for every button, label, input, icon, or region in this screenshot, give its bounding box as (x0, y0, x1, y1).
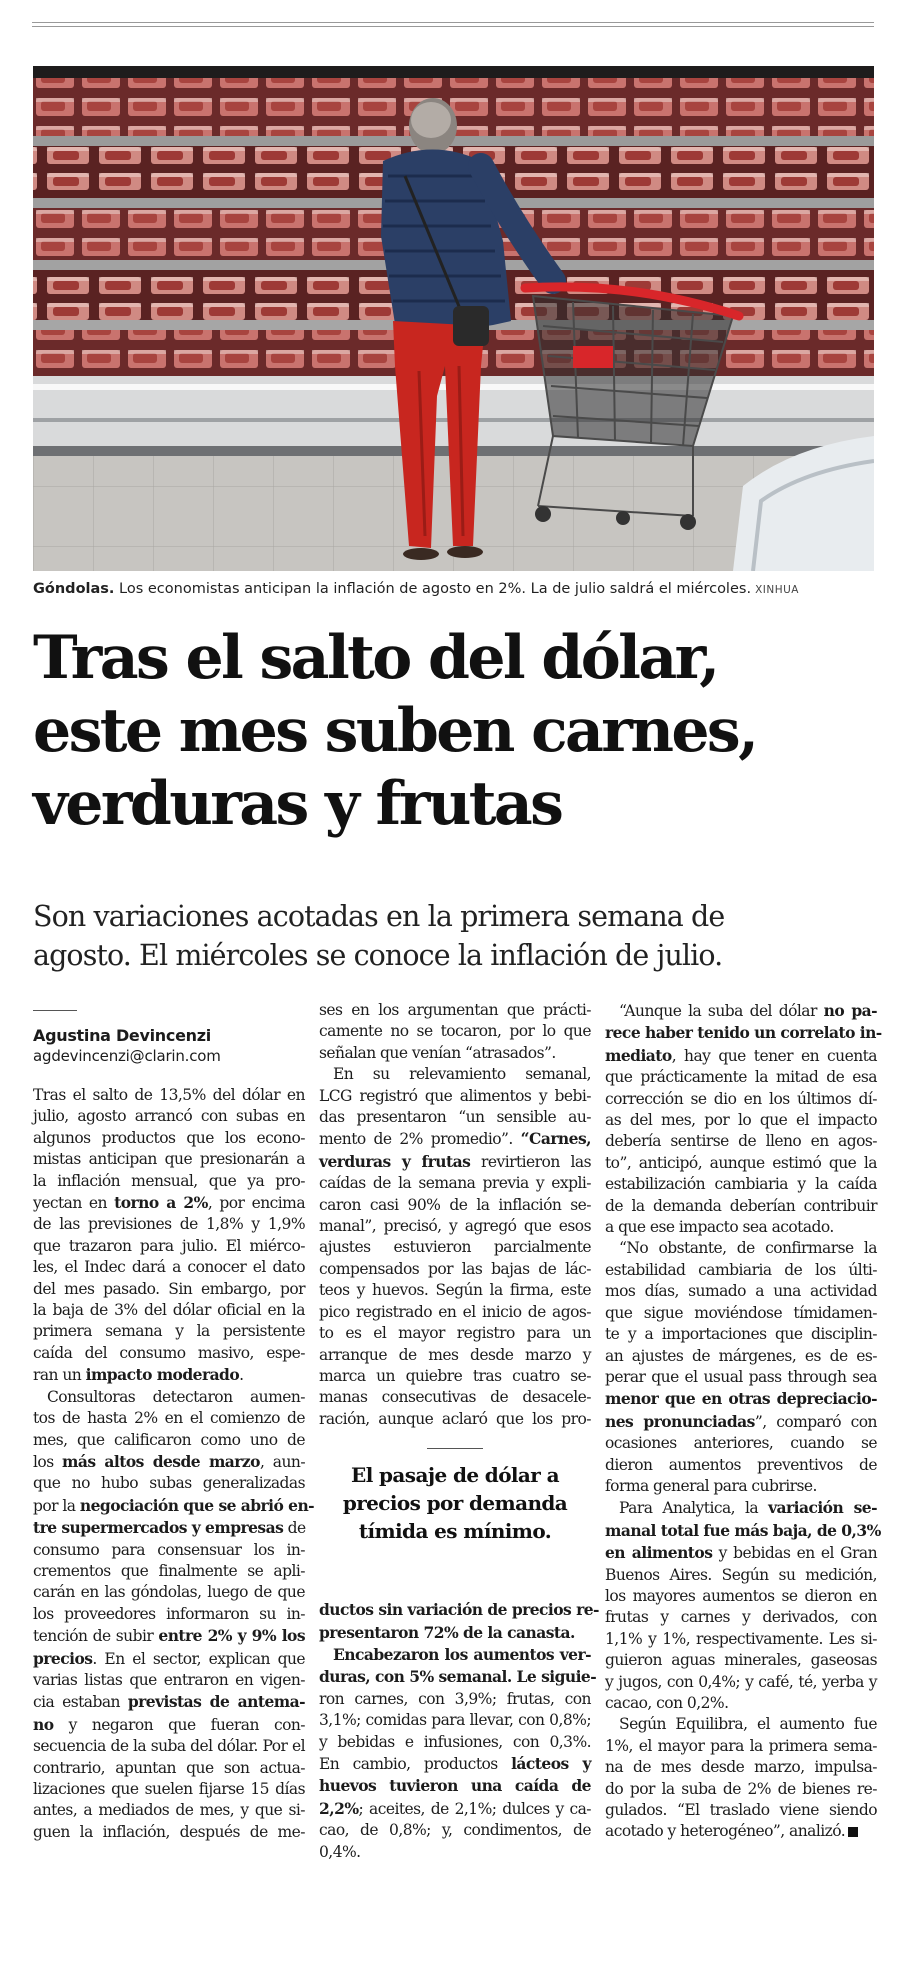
text-line: tención de subir entre 2% y 9% los (33, 1626, 305, 1646)
text-line: la inflación mensual, que ya pro- (33, 1171, 305, 1190)
text-line: corrección se dio en los últimos dí- (605, 1089, 877, 1108)
paragraph (319, 1000, 591, 1064)
text-line: huevos tuvieron una caída de (319, 1776, 591, 1796)
photo-credit: XINHUA (755, 584, 799, 596)
text-line: presentaron 72% de la canasta. (319, 1622, 575, 1642)
paragraph (33, 1085, 305, 1387)
text-line: que prácticamente la mitad de esa (605, 1068, 877, 1087)
byline-author: Agustina Devincenzi (33, 1026, 211, 1045)
text-line: les, el Indec dará a conocer el dato (33, 1258, 305, 1277)
headline (33, 622, 883, 841)
text-line: frutas y carnes y derivados, con (605, 1608, 877, 1627)
text-line: que trazaron para julio. El miérco- (33, 1236, 305, 1255)
text-line: menor que en otras depreciacio- (605, 1389, 877, 1409)
text-line: dieron aumentos preventivos de (605, 1455, 877, 1474)
text-line: ran un impacto moderado. (33, 1365, 244, 1385)
pull-quote-line: El pasaje de dólar a (351, 1463, 559, 1488)
text-line: ron carnes, con 3,9%; frutas, con (319, 1689, 591, 1708)
text-line: das presentaron “un sensible au- (319, 1108, 591, 1127)
text-line: Tras el salto de 13,5% del dólar en (33, 1086, 305, 1104)
text-line: que no hubo subas generalizadas (33, 1474, 305, 1493)
text-line: En cambio, productos lácteos y (319, 1753, 591, 1773)
text-line: mediato, hay que tener en cuenta (605, 1045, 877, 1065)
text-line: cacao, con 0,2%. (605, 1694, 729, 1712)
text-line: julio, agosto arrancó con subas en (33, 1107, 305, 1126)
text-line: rece haber tenido un correlato in- (605, 1023, 882, 1043)
text-line: arranque de mes desde marzo y (319, 1345, 591, 1364)
photo-caption (33, 581, 874, 597)
text-line: crementos que finalmente se apli- (33, 1561, 305, 1580)
text-line: consumo para consensuar los in- (33, 1540, 305, 1559)
text-line: nes pronunciadas”, comparó con (605, 1411, 877, 1431)
text-line: guen la inflación, después de me- (33, 1822, 305, 1841)
text-line: los más altos desde marzo, aun- (33, 1451, 306, 1471)
end-of-article-icon (848, 1827, 858, 1837)
text-line: to”, anticipó, aunque estimó que la (605, 1153, 877, 1172)
text-line: primera semana y la persistente (33, 1322, 305, 1341)
paragraph (605, 1497, 881, 1714)
article-column-1 (33, 1000, 315, 1843)
text-line: por la negociación que se abrió en- (33, 1495, 315, 1515)
text-line: tre supermercados y empresas de (33, 1518, 306, 1538)
text-line: “Aunque la suba del dólar no pa- (619, 1001, 877, 1020)
text-line: carán en las góndolas, luego de que (33, 1583, 305, 1602)
text-line: mento de 2% promedio”. “Carnes, (319, 1129, 591, 1149)
text-line: perar que el usual pass through sea (605, 1367, 877, 1386)
text-line: guieron aguas minerales, gaseosas (605, 1651, 877, 1670)
text-line: ración, aunque aclaró que los pro- (319, 1409, 591, 1428)
text-line: pico registrado en el inicio de agos- (319, 1302, 591, 1321)
text-line: caída del consumo masivo, espe- (33, 1343, 305, 1362)
text-line: LCG registró que alimentos y bebi- (319, 1086, 591, 1105)
caption-text: Los economistas anticipan la inflación de agosto en 2%. La de julio saldrá el miércoles. (114, 581, 752, 597)
text-line: algunos productos que los econo- (33, 1128, 305, 1147)
text-line: Según Equilibra, el aumento fue (619, 1715, 877, 1734)
text-line: “No obstante, de confirmarse la (619, 1239, 877, 1258)
text-line: antes, a mediados de mes, y que si- (33, 1801, 305, 1820)
text-line: teos y huevos. Según la firma, este (319, 1281, 591, 1300)
text-line: de las previsiones de 1,8% y 1,9% (33, 1215, 305, 1234)
text-line: ocasiones anteriores, cuando se (605, 1434, 877, 1453)
text-line: camente no se tocaron, por lo que (319, 1022, 591, 1041)
text-line: gulados. “El traslado viene siendo (605, 1801, 877, 1820)
text-line: yectan en torno a 2%, por encima (33, 1193, 306, 1213)
text-line: na de mes desde marzo, impulsa- (605, 1758, 877, 1777)
text-line: mes, que calificaron como uno de (33, 1430, 305, 1449)
text-line: 1%, el mayor para la primera sema- (605, 1736, 877, 1755)
text-line: la baja de 3% del dólar oficial en la (33, 1301, 305, 1320)
pull-quote-line: tímida es mínimo. (358, 1519, 552, 1544)
paragraph (319, 1599, 599, 1644)
text-line: Encabezaron los aumentos ver- (333, 1644, 591, 1664)
text-line: 3,1%; comidas para llevar, con 0,8%; (319, 1711, 591, 1730)
paragraph (319, 1064, 591, 1430)
byline-email: agdevincenzi@clarin.com (33, 1047, 221, 1065)
text-line: cia estaban previstas de antema- (33, 1692, 305, 1712)
headline-line: verduras y frutas (33, 769, 562, 839)
text-line: debería sentirse de lleno en agos- (605, 1132, 877, 1151)
text-line: tos de hasta 2% en el comienzo de (33, 1409, 305, 1428)
text-line: contrario, apuntan que son actua- (33, 1758, 305, 1777)
text-line: estabilización cambiaria y la caída (605, 1175, 877, 1194)
paragraph (33, 1387, 315, 1844)
text-line: ses en los argumentan que prácti- (319, 1001, 591, 1019)
text-line: as del mes, por lo que el impacto (605, 1111, 877, 1130)
text-line: 1,1% y 1%, respectivamente. Les si- (605, 1629, 877, 1648)
article-column-3 (605, 1000, 882, 1843)
byline-rule (33, 1010, 77, 1011)
text-line: 2,2%; aceites, de 2,1%; dulces y ca- (319, 1798, 591, 1818)
text-line: ajustes estuvieron parcialmente (319, 1238, 591, 1257)
text-line: marca un quiebre tras cuatro se- (319, 1366, 591, 1385)
headline-line: Tras el salto del dólar, (33, 623, 718, 693)
text-line: no y negaron que fueran con- (33, 1714, 305, 1734)
pull-quote-rule (427, 1448, 483, 1449)
text-line: señalan que venían “atrasados”. (319, 1043, 556, 1062)
text-line: caron casi 90% de la inflación se- (319, 1195, 591, 1214)
text-line: lizaciones que suelen fijarse 15 días (33, 1780, 305, 1798)
text-line: los mayores aumentos se dieron en (605, 1586, 877, 1605)
headline-line: este mes suben carnes, (33, 696, 757, 766)
text-line: do por la suba de 2% de bienes re- (605, 1779, 877, 1798)
pull-quote-line: precios por demanda (342, 1491, 568, 1516)
paragraph (605, 1238, 877, 1497)
text-line: acotado y heterogéneo”, analizó. (605, 1821, 877, 1842)
text-line: manas consecutivas de desacele- (319, 1388, 591, 1407)
text-line: manal total fue más baja, de 0,3% (605, 1520, 881, 1540)
supermarket-photo (33, 66, 874, 571)
text-line: mos días, sumado a una actividad (605, 1282, 877, 1301)
text-line: los proveedores informaron su in- (33, 1604, 305, 1623)
text-line: compensados por las bajas de lác- (319, 1259, 591, 1278)
text-line: 0,4%. (319, 1842, 361, 1861)
text-line: Consultoras detectaron aumen- (47, 1387, 305, 1406)
text-line: y bebidas e infusiones, con 0,3%. (319, 1732, 591, 1751)
text-line: verduras y frutas revirtieron las (319, 1151, 591, 1171)
top-rule (32, 22, 874, 27)
paragraph (319, 1644, 597, 1863)
deck-line: agosto. El miércoles se conoce la inflación de julio. (33, 939, 723, 972)
paragraph (605, 1714, 877, 1842)
deck-subtitle (33, 897, 883, 975)
text-line: ductos sin variación de precios re- (319, 1600, 599, 1620)
text-line: cao, de 0,8%; y, condimentos, de (319, 1821, 591, 1840)
text-line: en alimentos y bebidas en el Gran (605, 1543, 877, 1563)
text-line: manal”, precisó, y agregó que esos (319, 1217, 591, 1236)
text-line: duras, con 5% semanal. Le siguie- (319, 1667, 597, 1687)
paragraph (605, 1000, 882, 1238)
text-line: del mes pasado. Sin embargo, por (33, 1279, 305, 1298)
text-line: precios. En el sector, explican que (33, 1648, 305, 1668)
text-line: secuencia de la suba del dólar. Por el (33, 1737, 305, 1756)
text-line: a que ese impacto sea acotado. (605, 1218, 834, 1237)
deck-line: Son variaciones acotadas en la primera semana de (33, 900, 725, 933)
text-line: En su relevamiento semanal, (333, 1065, 591, 1084)
text-line: an ajustes de márgenes, es de es- (605, 1346, 877, 1365)
text-line: Buenos Aires. Según su medición, (605, 1565, 877, 1584)
supermarket-meat-aisle-photo-icon (33, 66, 874, 571)
caption-label: Góndolas. (33, 581, 115, 597)
text-line: que sigue moviéndose tímidamen- (605, 1303, 877, 1322)
text-line: Para Analytica, la variación se- (619, 1498, 877, 1518)
text-line: y jugos, con 0,4%; y café, té, yerba y (605, 1672, 877, 1691)
text-line: caídas de la semana previa y expli- (319, 1174, 591, 1193)
text-line: forma general para cubrirse. (605, 1476, 817, 1495)
text-line: te y a importaciones que disciplin- (605, 1325, 877, 1344)
article-column-2 (319, 1000, 599, 1863)
text-line: de la demanda deberían contribuir (605, 1196, 877, 1215)
text-line: estabilidad cambiaria de los últi- (605, 1260, 877, 1279)
pull-quote-text (319, 1461, 591, 1545)
pull-quote (319, 1448, 591, 1545)
text-line: varias listas que entraron en vigen- (33, 1670, 305, 1689)
text-line: to es el mayor registro para un (319, 1324, 591, 1343)
text-line: mistas anticipan que presionarán a (33, 1150, 305, 1169)
